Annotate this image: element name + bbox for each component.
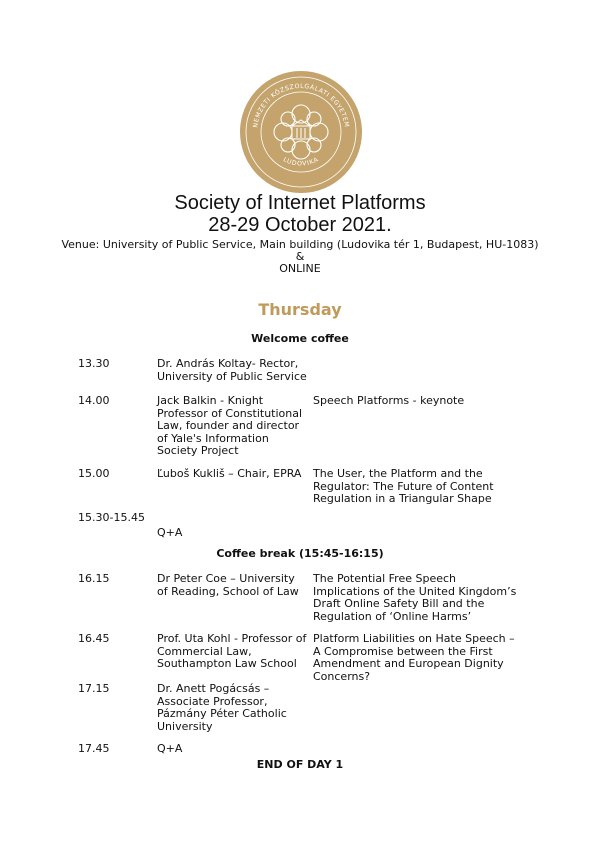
day-heading: Thursday [258, 300, 342, 319]
row-talk: The User, the Platform and the Regulator: The Future of Content Regulation in a Triangular Shape [313, 467, 494, 505]
row-time: 17.15 [78, 682, 110, 695]
row-speaker: Q+A [157, 526, 183, 539]
row-time: 16.45 [78, 632, 110, 645]
row-speaker: Jack Balkin - Knight Professor of Constitutional Law, founder and director of Yale's Information Society Project [157, 394, 303, 457]
section-welcome-coffee: Welcome coffee [251, 332, 349, 345]
section-end-of-day: END OF DAY 1 [256, 758, 344, 771]
row-talk: The Potential Free Speech Implications of the United Kingdom’s Draft Online Safety Bill and the Regulation of ‘Online Harms’ [313, 572, 517, 623]
row-time: 17.45 [78, 742, 110, 755]
row-time: 15.30-15.45 [78, 511, 145, 524]
row-speaker: Dr. Anett Pogácsás – Associate Professor, Pázmány Péter Catholic University [157, 682, 287, 733]
row-speaker: Q+A [157, 742, 183, 755]
row-time: 16.15 [78, 572, 110, 585]
venue-ampersand: & [295, 250, 305, 263]
seal-ring-text-bottom: LUDOVIKA [281, 156, 321, 168]
venue-online: ONLINE [279, 262, 321, 275]
venue-line: Venue: University of Public Service, Main building (Ludovika tér 1, Budapest, HU-1083) [61, 238, 539, 251]
row-speaker: Dr Peter Coe – University of Reading, School of Law [157, 572, 299, 598]
row-talk: Speech Platforms - keynote [313, 394, 465, 407]
row-time: 13.30 [78, 357, 110, 370]
row-speaker: Ľuboš Kukliš – Chair, EPRA [157, 467, 302, 480]
row-speaker: Prof. Uta Kohl - Professor of Commercial Law, Southampton Law School [157, 632, 307, 670]
section-coffee-break: Coffee break (15:45-16:15) [216, 547, 384, 560]
row-time: 14.00 [78, 394, 110, 407]
row-time: 15.00 [78, 467, 110, 480]
row-speaker: Dr. András Koltay- Rector, University of Public Service [157, 357, 307, 383]
event-title: Society of Internet Platforms [174, 192, 426, 214]
event-dates: 28-29 October 2021. [208, 214, 392, 236]
university-seal-logo [239, 70, 363, 194]
row-talk: Platform Liabilities on Hate Speech – A Compromise between the First Amendment and European Dignity Concerns? [313, 632, 515, 683]
seal-ring-text-top: NEMZETI KÖZSZOLGÁLATI EGYETEM [252, 82, 350, 129]
